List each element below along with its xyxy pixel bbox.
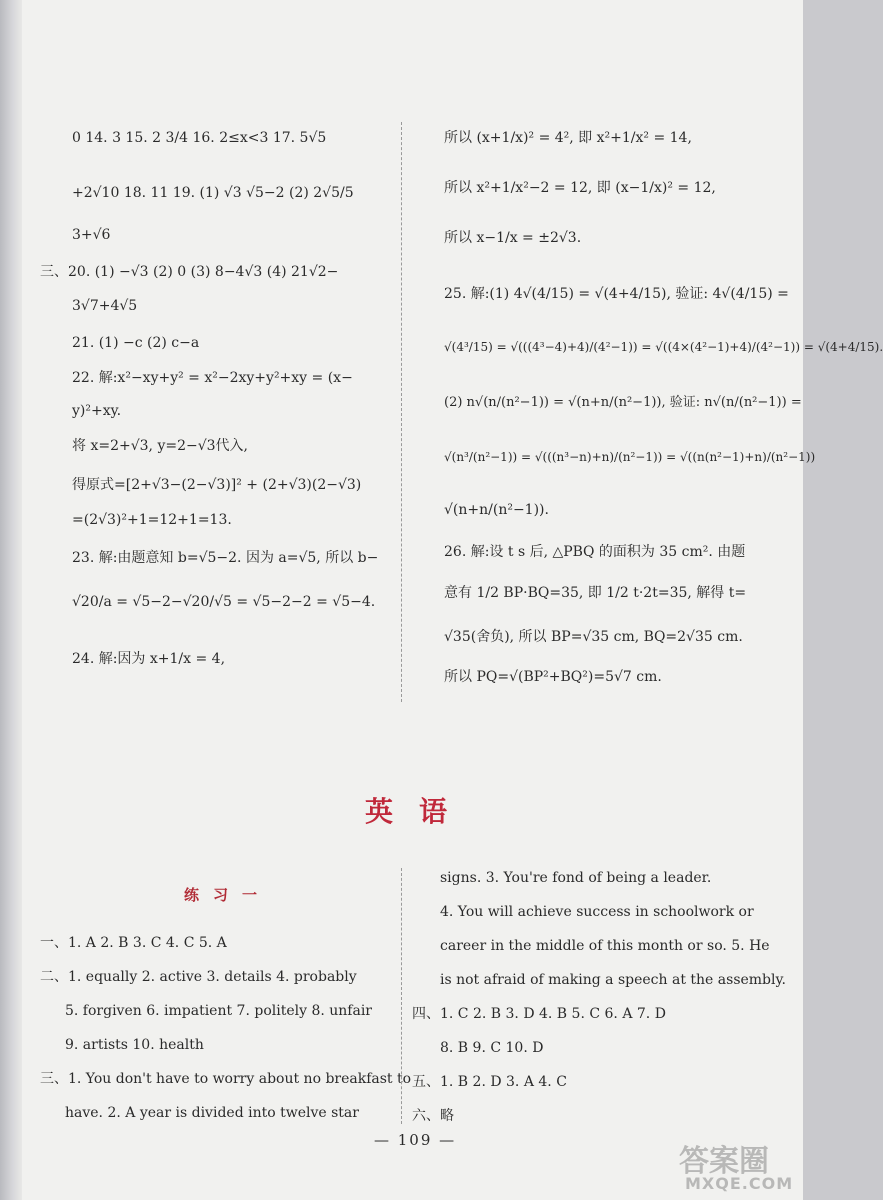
math-left-line-11: =(2√3)²+1=12+1=13.: [72, 512, 232, 528]
math-left-line-13: √20/a = √5−2−√20/√5 = √5−2−2 = √5−4.: [72, 594, 376, 610]
page-number: — 109 —: [374, 1131, 457, 1149]
math-right-line-7: √(n³/(n²−1)) = √(((n³−n)+n)/(n²−1)) = √((n(n²−1)+n)/(n²−1)): [444, 450, 816, 464]
math-right-line-4: 25. 解:(1) 4√(4/15) = √(4+4/15), 验证: 4√(4/15) =: [444, 286, 789, 302]
watermark-text: 答案圈: [679, 1144, 769, 1179]
math-left-line-4: 三、20. (1) −√3 (2) 0 (3) 8−4√3 (4) 21√2−: [40, 264, 339, 280]
english-right-line-1: signs. 3. You're fond of being a leader.: [440, 870, 712, 886]
english-right-line-5: 四、1. C 2. B 3. D 4. B 5. C 6. A 7. D: [412, 1006, 666, 1022]
column-divider-math: [401, 122, 402, 702]
math-right-line-12: 所以 PQ=√(BP²+BQ²)=5√7 cm.: [444, 669, 662, 685]
math-left-line-14: 24. 解:因为 x+1/x = 4,: [72, 651, 226, 667]
math-left-line-5: 3√7+4√5: [72, 298, 138, 314]
english-right-line-6: 8. B 9. C 10. D: [440, 1040, 544, 1056]
math-left-line-10: 得原式=[2+√3−(2−√3)]² + (2+√3)(2−√3): [72, 477, 362, 493]
english-left-line-2: 二、1. equally 2. active 3. details 4. probably: [40, 969, 357, 985]
math-left-line-6: 21. (1) −c (2) c−a: [72, 335, 200, 351]
math-left-line-9: 将 x=2+√3, y=2−√3代入,: [72, 438, 248, 454]
math-right-line-3: 所以 x−1/x = ±2√3.: [444, 230, 582, 246]
math-right-line-9: 26. 解:设 t s 后, △PBQ 的面积为 35 cm². 由题: [444, 544, 746, 560]
english-left-line-6: have. 2. A year is divided into twelve star: [65, 1105, 359, 1121]
document-page: [22, 0, 883, 1200]
column-divider-english: [401, 868, 402, 1124]
english-right-line-2: 4. You will achieve success in schoolwork or: [440, 904, 754, 920]
math-left-line-12: 23. 解:由题意知 b=√5−2. 因为 a=√5, 所以 b−: [72, 550, 379, 566]
math-right-line-10: 意有 1/2 BP·BQ=35, 即 1/2 t·2t=35, 解得 t=: [444, 585, 747, 601]
watermark-url: MXQE.COM: [685, 1174, 794, 1193]
english-left-line-3: 5. forgiven 6. impatient 7. politely 8. unfair: [65, 1003, 373, 1019]
math-left-line-3: 3+√6: [72, 227, 111, 243]
math-right-line-2: 所以 x²+1/x²−2 = 12, 即 (x−1/x)² = 12,: [444, 180, 716, 196]
math-left-line-1: 0 14. 3 15. 2 3/4 16. 2≤x<3 17. 5√5: [72, 130, 327, 146]
english-right-line-3: career in the middle of this month or so. 5. He: [440, 938, 770, 954]
math-left-line-2: +2√10 18. 11 19. (1) √3 √5−2 (2) 2√5/5: [72, 185, 354, 201]
math-right-line-6: (2) n√(n/(n²−1)) = √(n+n/(n²−1)), 验证: n√(n/(n²−1)) =: [444, 395, 802, 410]
english-left-line-5: 三、1. You don't have to worry about no breakfast to: [40, 1071, 412, 1087]
math-left-line-7: 22. 解:x²−xy+y² = x²−2xy+y²+xy = (x−: [72, 370, 353, 386]
english-left-line-4: 9. artists 10. health: [65, 1037, 204, 1053]
watermark-logo: [671, 1136, 799, 1196]
math-right-line-8: √(n+n/(n²−1)).: [444, 502, 549, 518]
english-right-line-8: 六、略: [412, 1108, 454, 1124]
math-right-line-5: √(4³/15) = √(((4³−4)+4)/(4²−1)) = √((4×(4²−1)+4)/(4²−1)) = √(4+4/15).: [444, 340, 883, 354]
english-left-line-1: 一、1. A 2. B 3. C 4. C 5. A: [40, 935, 227, 951]
math-right-line-11: √35(舍负), 所以 BP=√35 cm, BQ=2√35 cm.: [444, 629, 743, 645]
exercise-title: 练习一: [184, 886, 272, 904]
math-left-line-8: y)²+xy.: [72, 403, 122, 419]
english-right-line-7: 五、1. B 2. D 3. A 4. C: [412, 1074, 567, 1090]
page-binding-edge: [0, 0, 22, 1200]
english-right-line-4: is not afraid of making a speech at the assembly.: [440, 972, 787, 988]
math-right-line-1: 所以 (x+1/x)² = 4², 即 x²+1/x² = 14,: [444, 130, 692, 146]
section-title-english: 英语: [365, 795, 474, 828]
